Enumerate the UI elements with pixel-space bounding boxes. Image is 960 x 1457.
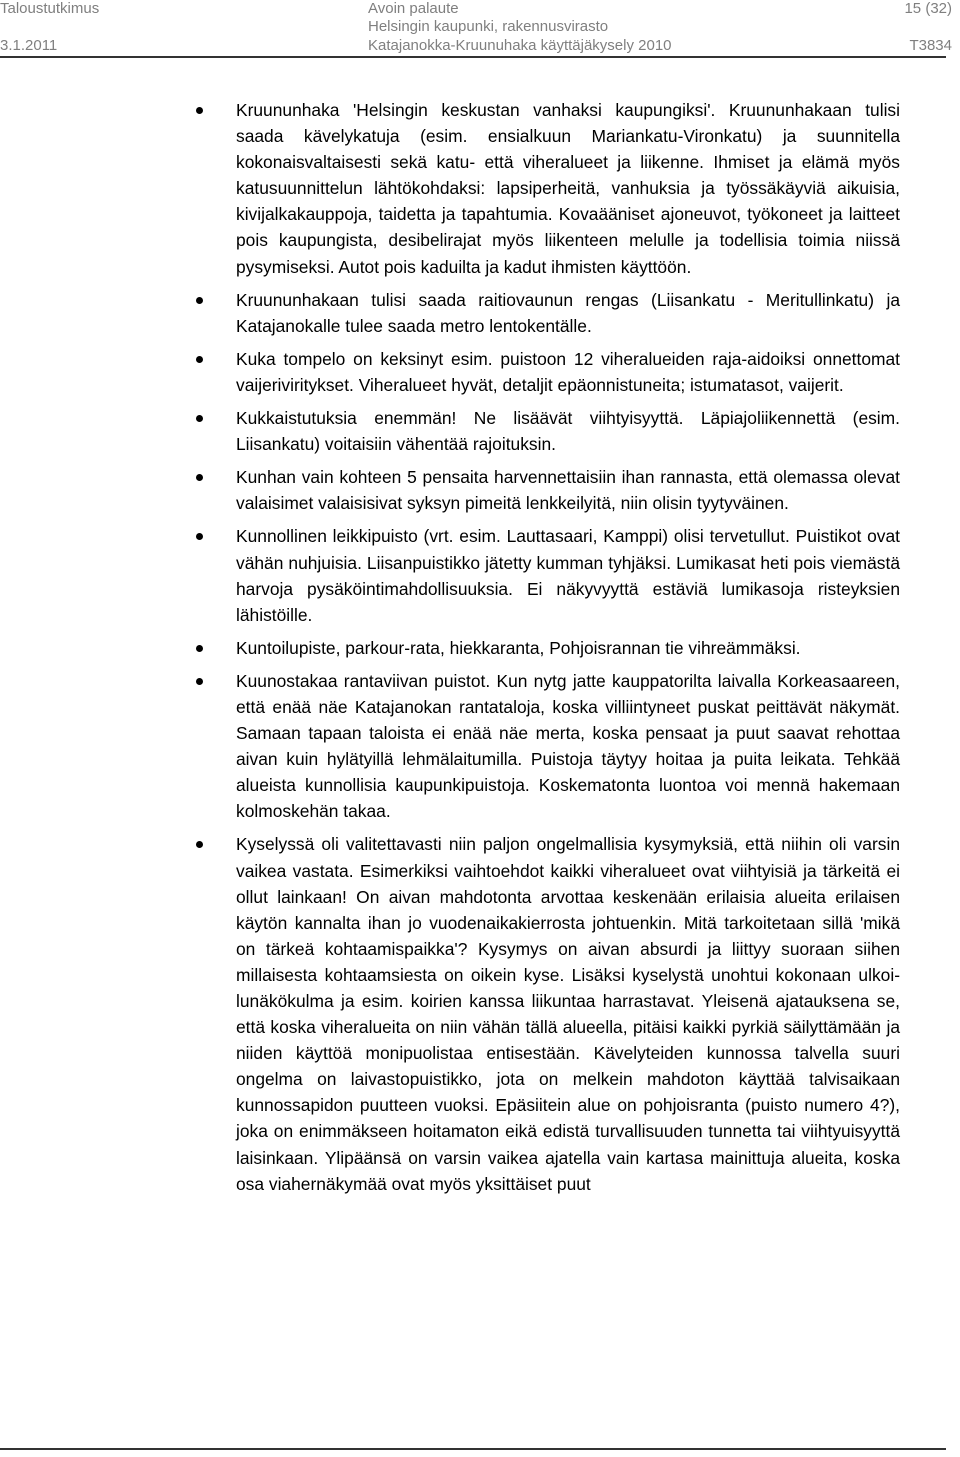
header-report-title: Avoin palaute [368, 0, 459, 17]
list-item [196, 405, 900, 457]
header-divider [0, 56, 946, 58]
list-item-text: Kuka tompelo on keksinyt esim. puistoon 12 viheralueiden raja-aidoiksi onnettomat vaijeriviritykset. Viheralueet hyvät, detaljit epäonnistuneita; istumatasot, vaijerit. [236, 348, 900, 395]
list-item-text: Kuntoilupiste, parkour-rata, hiekkaranta, Pohjoisrannan tie vihreämmäksi. [236, 637, 801, 658]
list-item-text: Kunhan vain kohteen 5 pensaita harvennettaisiin ihan rannasta, että olemassa olevat valaisimet valaisisivat syksyn pimeitä lenkkeilyitä, niin olisin tyytyväinen. [236, 467, 900, 514]
list-item-text: Kuunostakaa rantaviivan puistot. Kun nytg jatte kauppatorilta laivalla Korkeasaareen, että enää näe Katajanokan rantataloja, koska villiintyneet puskat peittävät näkymät. Samaan tapaan taloista ei enää näe merta, koska pensaat ja puut saavat rehottaa aivan kuin hylätyillä lehmälaitumilla. Puistoja täytyy hoitaa ja puita leikata. Tehkää alueista kunnollisia kaupunkipuistoja. Koskematonta luontoa voi mennä hakemaan kolmoskehän takaa. [236, 670, 900, 822]
list-item [196, 346, 900, 398]
bullet-icon [196, 474, 203, 481]
list-item-text: Kruununhaka 'Helsingin keskustan vanhaksi kaupungiksi'. Kruununhakaan tulisi saada kävelykatuja (esim. ensialkuun Mariankatu-Vironkatu) ja suunnitella kokonaisvaltaisesti sekä katu- että viheralueet ja liikenne. Ihmiset ja elämä myös katusuunnittelun lähtökohdaksi: lapsiperheitä, vanhuksia ja työssäkäyviä aikuisia, kivijalkakauppoja, taidetta ja tapahtumia. Kovaääniset ajoneuvot, työkoneet ja laitteet pois kaupungista, desibelirajat myös liikenteen melulle ja todellisia toimia niissä pysymiseksi. Autot pois kaduilta ja kadut ihmisten käyttöön. [236, 100, 900, 277]
header-date: 3.1.2011 [0, 37, 58, 54]
bullet-icon [196, 297, 203, 304]
list-item-text: Kunnollinen leikkipuisto (vrt. esim. Lauttasaari, Kamppi) olisi tervetullut. Puistikot ovat vähän nuhjuisia. Liisanpuistikko jätetty kumman tyhjäksi. Lumikasat heti pois viemästä harvoja pysäköintimahdollisuuksia. Ei näkyvyyttä estäviä lumikasoja risteyksien lähistöille. [236, 526, 900, 625]
bullet-icon [196, 356, 203, 363]
feedback-list [196, 97, 900, 1204]
page-header [0, 0, 960, 54]
bullet-icon [196, 841, 203, 848]
list-item [196, 287, 900, 339]
list-item-text: Kyselyssä oli valitettavasti niin paljon ongelmallisia kysymyksiä, että niihin oli varsin vaikea vastata. Esimerkiksi vaihtoehdot kaikki viheralueet ovat viihtyisiä ja tärkeitä ei ollut lainkaan! On aivan mahdotonta arvottaa keskenään erilaisia alueita erilaisen käytön kannalta ihan jo vuodenaikakierrosta johtuenkin. Mitä tarkoitetaan sillä 'mikä on tärkeä kohtaamispaikka'? Kysymys on aivan absurdi ja liittyy suoraan siihen millaisesta kohtaamsiesta on oikein kyse. Lisäksi kyselystä unohtui kokonaan ulkoilunäkökulma ja esim. koirien kanssa liikuntaa harrastavat. Yleisenä ajatauksena se, että koska viheralueita on niin vähän tällä alueella, pitäisi kaikki pyrkiä säilyttämään ja niiden käyttöä monipuolistaa entisestään. Kävelyteiden kunnossa talvella suuri ongelma on laivastopuistikko, jota on melkein mahdoton käyttää talvisaikaan kunnossapidon puutteen vuoksi. Epäsiitein alue on pohjoisranta (puisto numero 4?), joka on enimmäkseen hoitamaton eikä edistä turvallisuuden tunnetta tai viihtyuisyyttä laisinkaan. Ylipäänsä on varsin vaikea ajatella vain kartasa mainittuja alueita, koska osa viahernäkymää ovat myös yksittäiset puut [236, 834, 900, 1194]
bullet-icon [196, 645, 203, 652]
list-item [196, 97, 900, 280]
list-item-text: Kruununhakaan tulisi saada raitiovaunun rengas (Liisankatu - Meritullinkatu) ja Katajanokalle tulee saada metro lentokentälle. [236, 289, 900, 336]
header-org: Taloustutkimus [0, 0, 100, 17]
footer-divider [0, 1448, 946, 1450]
list-item [196, 635, 900, 661]
list-item [196, 523, 900, 627]
bullet-icon [196, 678, 203, 685]
bullet-icon [196, 107, 203, 114]
header-client: Helsingin kaupunki, rakennusvirasto [368, 18, 609, 35]
header-code: T3834 [909, 37, 952, 54]
header-page-number: 15 (32) [904, 0, 952, 17]
bullet-icon [196, 533, 203, 540]
list-item [196, 831, 900, 1196]
header-survey: Katajanokka-Kruunuhaka käyttäjäkysely 2010 [368, 37, 672, 54]
list-item-text: Kukkaistutuksia enemmän! Ne lisäävät viihtyisyyttä. Läpiajoliikennettä (esim. Liisankatu) voitaisiin vähentää rajoituksin. [236, 408, 900, 455]
list-item [196, 464, 900, 516]
bullet-icon [196, 415, 203, 422]
list-item [196, 668, 900, 825]
